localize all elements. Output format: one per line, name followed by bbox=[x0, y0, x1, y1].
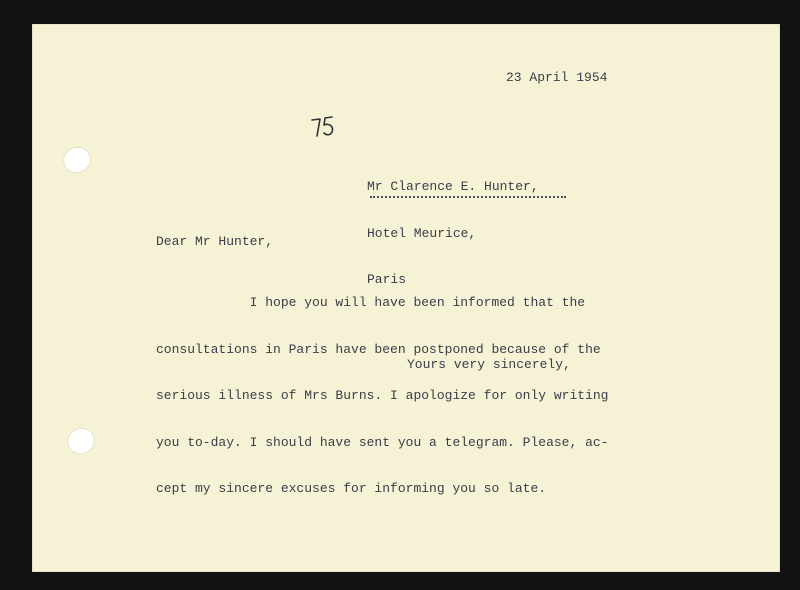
body-line: you to-day. I should have sent you a telegram. Please, ac- bbox=[156, 434, 609, 450]
salutation: Dear Mr Hunter, bbox=[156, 234, 274, 249]
body-line: serious illness of Mrs Burns. I apologize for only writing bbox=[156, 388, 609, 403]
recipient-line: Mr Clarence E. Hunter, bbox=[367, 179, 539, 194]
body-line: I hope you will have been informed that the bbox=[156, 295, 586, 310]
recipient-line: Paris bbox=[367, 272, 407, 287]
letter-date: 23 April 1954 bbox=[506, 70, 608, 85]
body-line: consultations in Paris have been postponed because of the bbox=[156, 341, 601, 357]
handwritten-page-number bbox=[308, 114, 342, 144]
address-underline bbox=[370, 196, 566, 198]
recipient-line: Hotel Meurice, bbox=[367, 225, 477, 241]
punch-hole-top bbox=[61, 144, 94, 175]
punch-hole-bottom bbox=[64, 425, 98, 458]
body-line: cept my sincere excuses for informing you so late. bbox=[156, 481, 547, 496]
letter-body bbox=[156, 264, 608, 528]
closing: Yours very sincerely, bbox=[407, 357, 571, 372]
